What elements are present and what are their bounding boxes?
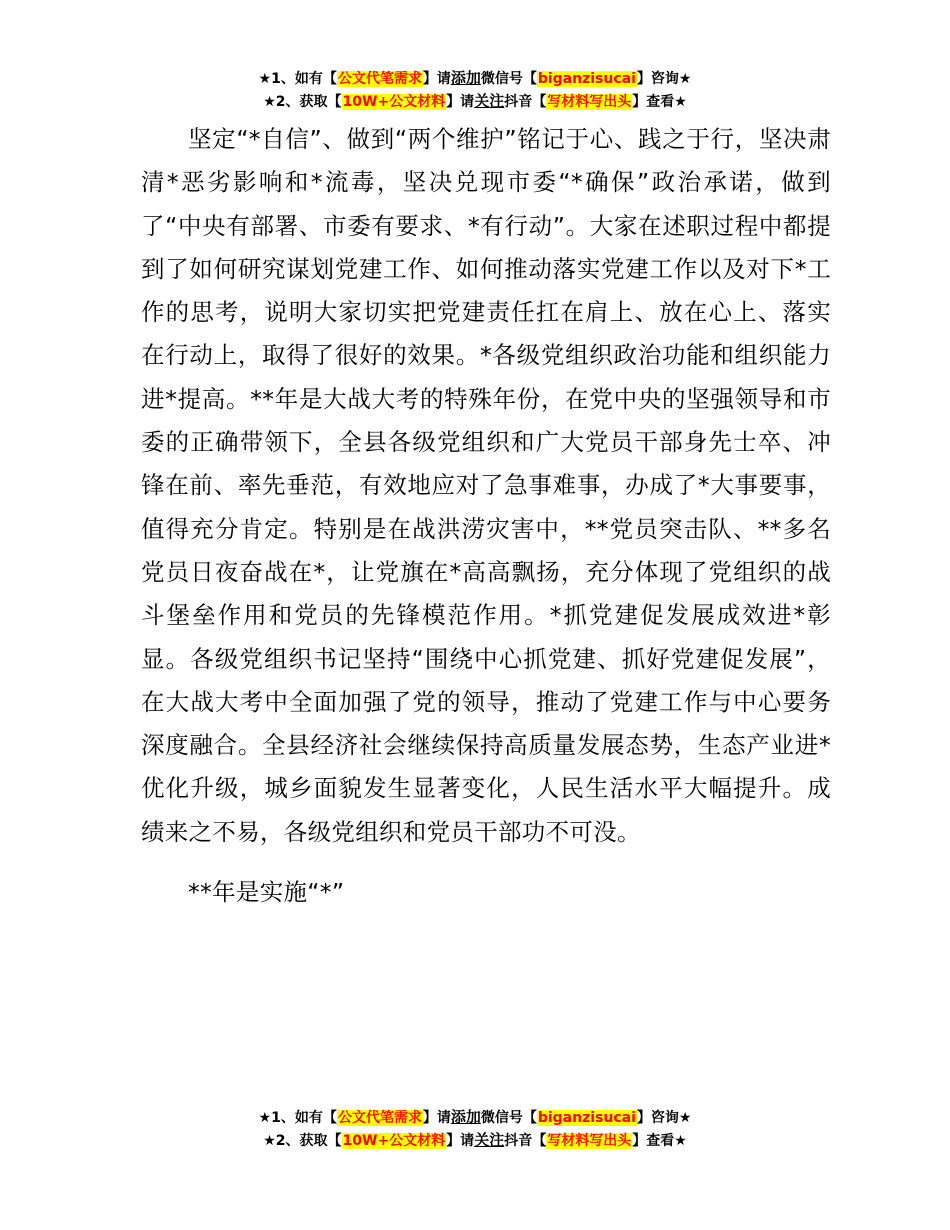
banner-text: 】请 bbox=[446, 1133, 475, 1149]
underlined-add: 添加 bbox=[450, 1108, 481, 1126]
banner-text: ★1、如有【 bbox=[258, 71, 337, 87]
highlight-wechat-id: biganzisucai bbox=[537, 1110, 636, 1126]
document-body bbox=[141, 118, 831, 914]
highlight-wechat-id: biganzisucai bbox=[537, 71, 636, 87]
banner-text: 】咨询★ bbox=[636, 71, 692, 87]
footer-banner-line-1 bbox=[0, 1106, 950, 1129]
banner-text: ★2、获取【 bbox=[263, 1133, 342, 1149]
banner-text: 】请 bbox=[422, 1110, 451, 1126]
highlight-writing-service: 公文代笔需求 bbox=[337, 71, 422, 87]
banner-text: ★1、如有【 bbox=[258, 1110, 337, 1126]
banner-text: 微信号【 bbox=[480, 1110, 537, 1126]
highlight-douyin-account: 写材料写出头 bbox=[547, 94, 632, 110]
body-paragraph-1: 坚定“*自信”、做到“两个维护”铭记于心、践之于行，坚决肃清*恶劣影响和*流毒，坚决兑现市委“*确保”政治承诺，做到了“中央有部署、市委有要求、*有行动”。大家在述职过程中都提到了如何研究谋划党建工作、如何推动落实党建工作以及对下*工作的思考，说明大家切实把党建责任扛在肩上、放在心上、落实在行动上，取得了很好的效果。*各级党组织政治功能和组织能力进*提高。**年是大战大考的特殊年份，在党中央的坚强领导和市委的正确带领下，全县各级党组织和广大党员干部身先士卒、冲锋在前、率先垂范，有效地应对了急事难事，办成了*大事要事，值得充分肯定。特别是在战洪涝灾害中，**党员突击队、**多名党员日夜奋战在*，让党旗在*高高飘扬，充分体现了党组织的战斗堡垒作用和党员的先锋模范作用。*抓党建促发展成效进*彰显。各级党组织书记坚持“围绕中心抓党建、抓好党建促发展”，在大战大考中全面加强了党的领导，推动了党建工作与中心要务深度融合。全县经济社会继续保持高质量发展态势，生态产业进*优化升级，城乡面貌发生显著变化，人民生活水平大幅提升。成绩来之不易，各级党组织和党员干部功不可没。 bbox=[141, 125, 831, 846]
footer-banner bbox=[0, 1106, 950, 1152]
header-banner bbox=[0, 67, 950, 113]
underlined-follow: 关注 bbox=[474, 1131, 505, 1149]
body-paragraph-2: **年是实施“*” bbox=[188, 878, 345, 907]
highlight-materials: 10W+公文材料 bbox=[342, 1133, 446, 1149]
banner-text: ★2、获取【 bbox=[263, 94, 342, 110]
banner-text: 】查看★ bbox=[632, 1133, 687, 1149]
banner-text: 】请 bbox=[446, 94, 475, 110]
header-banner-line-1 bbox=[0, 67, 950, 90]
banner-text: 微信号【 bbox=[480, 71, 537, 87]
highlight-douyin-account: 写材料写出头 bbox=[547, 1133, 632, 1149]
underlined-add: 添加 bbox=[450, 69, 481, 87]
underlined-follow: 关注 bbox=[474, 92, 505, 110]
banner-text: 】查看★ bbox=[632, 94, 687, 110]
highlight-writing-service: 公文代笔需求 bbox=[337, 1110, 422, 1126]
banner-text: 】咨询★ bbox=[636, 1110, 692, 1126]
footer-banner-line-2 bbox=[0, 1129, 950, 1152]
banner-text: 抖音【 bbox=[504, 94, 547, 110]
highlight-materials: 10W+公文材料 bbox=[342, 94, 446, 110]
header-banner-line-2 bbox=[0, 90, 950, 113]
banner-text: 抖音【 bbox=[504, 1133, 547, 1149]
banner-text: 】请 bbox=[422, 71, 451, 87]
